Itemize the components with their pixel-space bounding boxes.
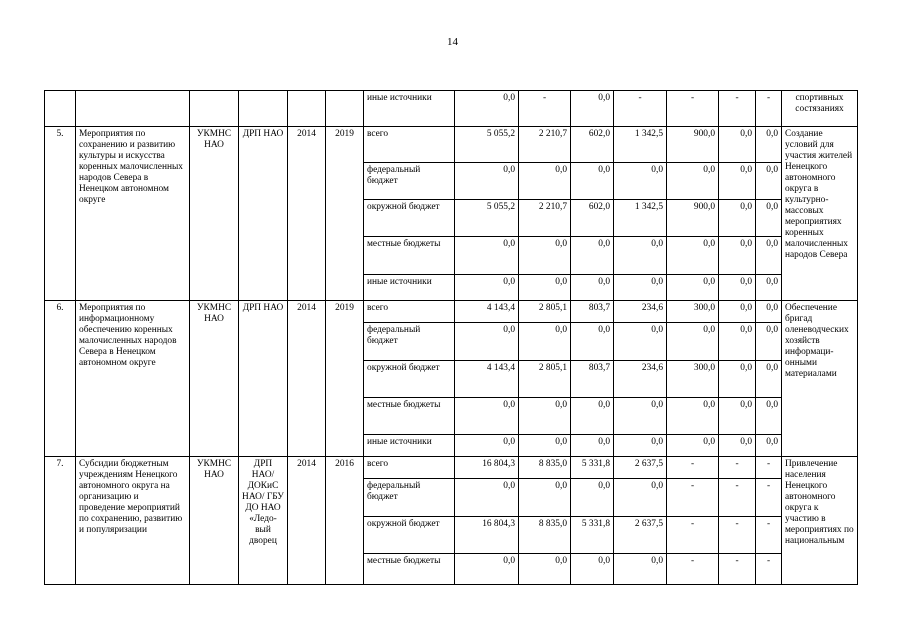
- amount-total-cell: 0,0: [455, 554, 519, 585]
- amount-cell: 0,0: [756, 361, 782, 398]
- amount-cell: 0,0: [756, 435, 782, 457]
- amount-cell: 0,0: [719, 435, 756, 457]
- amount-cell: 0,0: [667, 163, 719, 200]
- amount-total-cell: 0,0: [455, 398, 519, 435]
- amount-cell: -: [719, 479, 756, 517]
- amount-cell: 0,0: [519, 554, 571, 585]
- amount-cell: -: [667, 479, 719, 517]
- amount-cell: -: [756, 91, 782, 127]
- table-row: [45, 457, 858, 479]
- amount-cell: 900,0: [667, 127, 719, 163]
- amount-total-cell: 4 143,4: [455, 361, 519, 398]
- amount-cell: 0,0: [571, 275, 614, 301]
- amount-cell: 8 835,0: [519, 517, 571, 554]
- amount-cell: 0,0: [719, 163, 756, 200]
- amount-cell: 0,0: [667, 237, 719, 275]
- amount-cell: -: [614, 91, 667, 127]
- funding-source-cell: местные бюджеты: [364, 237, 455, 275]
- expected-result-cell: спортивных состязаниях: [782, 91, 858, 127]
- start-year-cell: 2014: [288, 457, 326, 585]
- amount-cell: 300,0: [667, 301, 719, 323]
- amount-cell: -: [667, 91, 719, 127]
- funding-source-cell: окружной бюджет: [364, 517, 455, 554]
- end-year-cell: 2016: [326, 457, 364, 585]
- executor-cell: ДРП НАО/ ДОКиС НАО/ ГБУ ДО НАО «Ледо-вый дворец: [239, 457, 288, 585]
- amount-cell: 0,0: [719, 127, 756, 163]
- amount-cell: 5 331,8: [571, 457, 614, 479]
- amount-cell: 0,0: [519, 275, 571, 301]
- amount-total-cell: 0,0: [455, 479, 519, 517]
- amount-total-cell: 5 055,2: [455, 127, 519, 163]
- amount-cell: 2 637,5: [614, 517, 667, 554]
- table-row: [45, 301, 858, 323]
- amount-cell: 0,0: [667, 398, 719, 435]
- amount-cell: 0,0: [756, 398, 782, 435]
- amount-cell: -: [719, 554, 756, 585]
- amount-total-cell: 0,0: [455, 435, 519, 457]
- amount-cell: 0,0: [519, 479, 571, 517]
- amount-cell: 0,0: [756, 275, 782, 301]
- amount-total-cell: 0,0: [455, 91, 519, 127]
- table-body: [45, 91, 858, 585]
- amount-cell: 2 805,1: [519, 301, 571, 323]
- amount-cell: 0,0: [571, 163, 614, 200]
- amount-cell: 0,0: [667, 275, 719, 301]
- amount-cell: 0,0: [719, 200, 756, 237]
- amount-cell: 0,0: [519, 237, 571, 275]
- funding-source-cell: окружной бюджет: [364, 361, 455, 398]
- funding-source-cell: всего: [364, 301, 455, 323]
- amount-cell: 2 210,7: [519, 200, 571, 237]
- table-row: [45, 91, 858, 127]
- amount-cell: 0,0: [571, 398, 614, 435]
- amount-total-cell: 4 143,4: [455, 301, 519, 323]
- amount-cell: 234,6: [614, 301, 667, 323]
- amount-cell: -: [719, 91, 756, 127]
- amount-cell: 2 210,7: [519, 127, 571, 163]
- amount-cell: 602,0: [571, 200, 614, 237]
- amount-cell: 0,0: [756, 163, 782, 200]
- amount-cell: 0,0: [756, 127, 782, 163]
- administrator-cell: УКМНС НАО: [190, 301, 239, 457]
- funding-source-cell: иные источники: [364, 275, 455, 301]
- amount-cell: -: [756, 479, 782, 517]
- amount-cell: 1 342,5: [614, 200, 667, 237]
- amount-cell: 0,0: [571, 554, 614, 585]
- amount-cell: 0,0: [519, 398, 571, 435]
- amount-cell: 0,0: [667, 435, 719, 457]
- expected-result-cell: Создание условий для участия жителей Ненецкого автономного округа в культурно-массовых мероприятиях коренных малочисленных народов Севера: [782, 127, 858, 301]
- amount-cell: 0,0: [571, 435, 614, 457]
- amount-cell: 234,6: [614, 361, 667, 398]
- activity-name-cell: Мероприятия по информационному обеспечению коренных малочисленных народов Севера в Ненецком автономном округе: [76, 301, 190, 457]
- amount-total-cell: 0,0: [455, 237, 519, 275]
- funding-source-cell: иные источники: [364, 91, 455, 127]
- amount-cell: 0,0: [756, 301, 782, 323]
- amount-cell: 803,7: [571, 301, 614, 323]
- item-number-cell: 6.: [45, 301, 76, 457]
- amount-cell: 0,0: [519, 323, 571, 361]
- amount-cell: -: [756, 517, 782, 554]
- program-activities-table: [44, 90, 858, 585]
- amount-cell: 0,0: [667, 323, 719, 361]
- funding-source-cell: всего: [364, 457, 455, 479]
- end-year-cell: 2019: [326, 301, 364, 457]
- executor-cell: ДРП НАО: [239, 301, 288, 457]
- amount-cell: 2 637,5: [614, 457, 667, 479]
- amount-cell: -: [756, 554, 782, 585]
- amount-total-cell: 0,0: [455, 323, 519, 361]
- amount-cell: -: [719, 457, 756, 479]
- amount-cell: 0,0: [756, 323, 782, 361]
- amount-cell: -: [667, 554, 719, 585]
- amount-cell: 0,0: [614, 554, 667, 585]
- amount-cell: 0,0: [719, 323, 756, 361]
- amount-cell: 300,0: [667, 361, 719, 398]
- amount-cell: -: [756, 457, 782, 479]
- amount-cell: 0,0: [719, 398, 756, 435]
- amount-cell: 0,0: [614, 323, 667, 361]
- amount-total-cell: 16 804,3: [455, 457, 519, 479]
- funding-source-cell: всего: [364, 127, 455, 163]
- administrator-cell: УКМНС НАО: [190, 457, 239, 585]
- amount-cell: 900,0: [667, 200, 719, 237]
- amount-cell: 0,0: [719, 361, 756, 398]
- amount-total-cell: 0,0: [455, 275, 519, 301]
- end-year-cell: 2019: [326, 127, 364, 301]
- amount-cell: 0,0: [571, 91, 614, 127]
- amount-cell: 602,0: [571, 127, 614, 163]
- amount-total-cell: 0,0: [455, 163, 519, 200]
- start-year-cell: 2014: [288, 301, 326, 457]
- amount-cell: 0,0: [571, 479, 614, 517]
- amount-cell: 0,0: [756, 237, 782, 275]
- funding-source-cell: окружной бюджет: [364, 200, 455, 237]
- item-number-cell: 5.: [45, 127, 76, 301]
- item-number-cell: 7.: [45, 457, 76, 585]
- amount-total-cell: 5 055,2: [455, 200, 519, 237]
- start-year-cell: 2014: [288, 127, 326, 301]
- amount-cell: 5 331,8: [571, 517, 614, 554]
- amount-cell: 0,0: [719, 275, 756, 301]
- amount-total-cell: 16 804,3: [455, 517, 519, 554]
- amount-cell: 0,0: [614, 237, 667, 275]
- page-number: 14: [447, 36, 458, 48]
- amount-cell: 0,0: [719, 301, 756, 323]
- administrator-cell: УКМНС НАО: [190, 127, 239, 301]
- funding-source-cell: федеральный бюджет: [364, 163, 455, 200]
- amount-cell: 0,0: [519, 435, 571, 457]
- amount-cell: 0,0: [614, 275, 667, 301]
- amount-cell: -: [667, 457, 719, 479]
- table-row: [45, 127, 858, 163]
- amount-cell: 0,0: [614, 435, 667, 457]
- amount-cell: 0,0: [571, 323, 614, 361]
- amount-cell: 0,0: [614, 163, 667, 200]
- amount-cell: 0,0: [614, 479, 667, 517]
- amount-cell: -: [667, 517, 719, 554]
- funding-source-cell: иные источники: [364, 435, 455, 457]
- amount-cell: 1 342,5: [614, 127, 667, 163]
- amount-cell: -: [719, 517, 756, 554]
- amount-cell: 8 835,0: [519, 457, 571, 479]
- amount-cell: 0,0: [756, 200, 782, 237]
- executor-cell: ДРП НАО: [239, 127, 288, 301]
- amount-cell: -: [519, 91, 571, 127]
- expected-result-cell: Привлечение населения Ненецкого автономного округа к участию в мероприятиях по национальным: [782, 457, 858, 585]
- expected-result-cell: Обеспечение бригад оленеводческих хозяйств информаци-онными материалами: [782, 301, 858, 457]
- amount-cell: 803,7: [571, 361, 614, 398]
- funding-source-cell: федеральный бюджет: [364, 323, 455, 361]
- funding-source-cell: местные бюджеты: [364, 398, 455, 435]
- amount-cell: 0,0: [571, 237, 614, 275]
- funding-source-cell: федеральный бюджет: [364, 479, 455, 517]
- amount-cell: 0,0: [519, 163, 571, 200]
- amount-cell: 2 805,1: [519, 361, 571, 398]
- activity-name-cell: Мероприятия по сохранению и развитию культуры и искусства коренных малочисленных народов Севера в Ненецком автономном округе: [76, 127, 190, 301]
- amount-cell: 0,0: [719, 237, 756, 275]
- activity-name-cell: Субсидии бюджетным учреждениям Ненецкого автономного округа на организацию и проведение мероприятий по сохранению, развитию и популяризации: [76, 457, 190, 585]
- amount-cell: 0,0: [614, 398, 667, 435]
- funding-source-cell: местные бюджеты: [364, 554, 455, 585]
